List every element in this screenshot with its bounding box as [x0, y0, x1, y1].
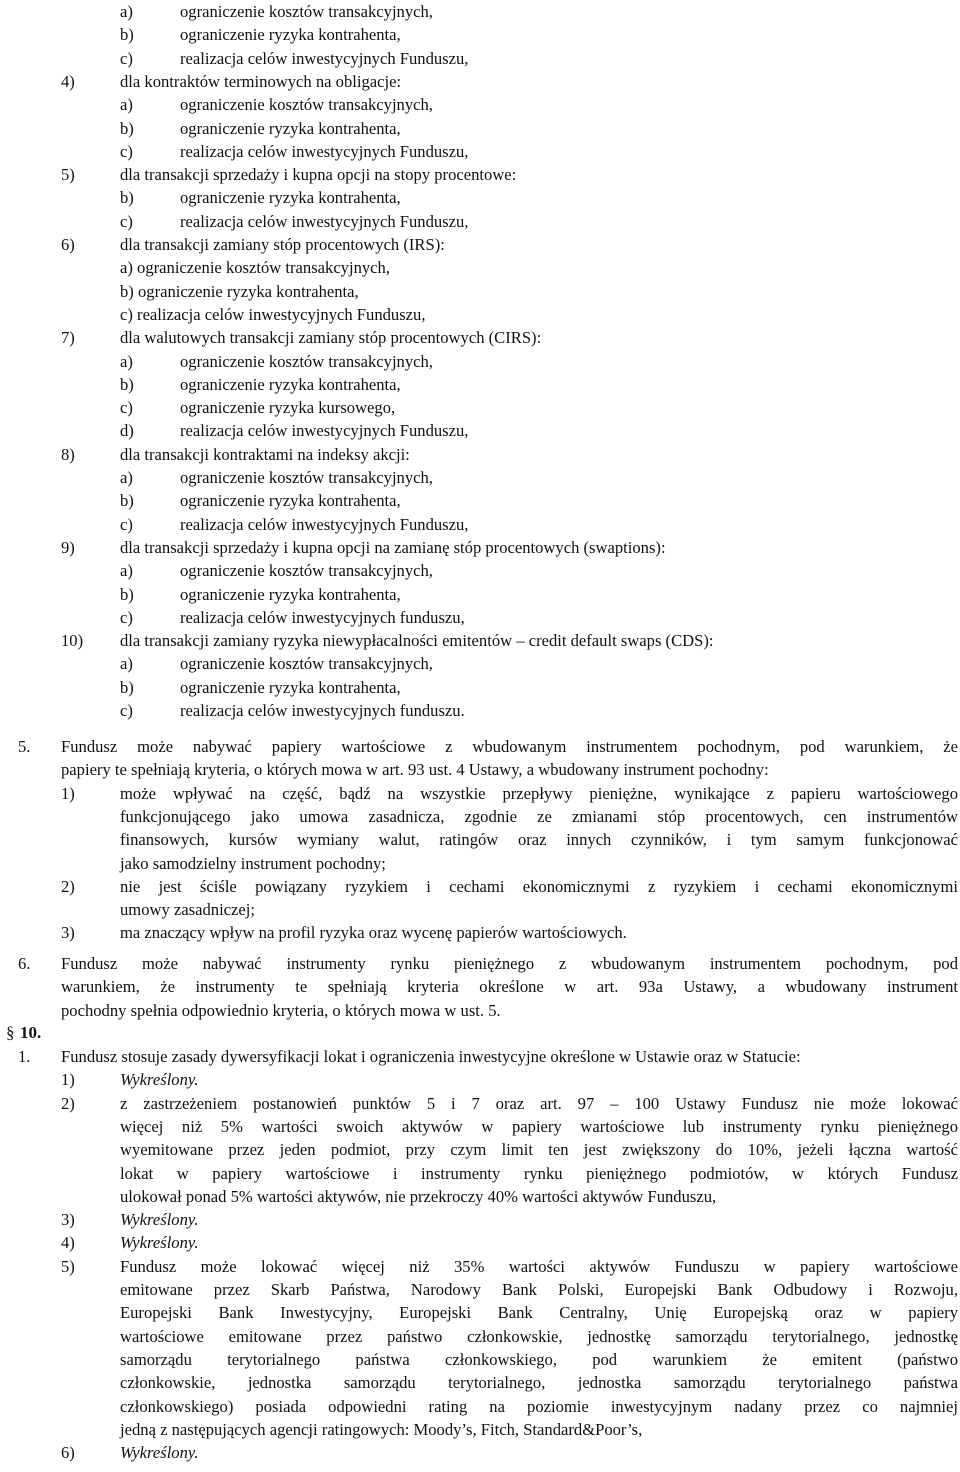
item-text: Europejski Bank Inwestycyjny, Europejski Bank Centralny, Unię Europejską oraz w papiery — [120, 1303, 958, 1323]
list-marker: b) — [120, 374, 134, 394]
item-marker: 2) — [61, 1093, 75, 1113]
item-marker: 1) — [61, 1070, 75, 1090]
list-marker: b) — [120, 584, 134, 604]
item-text: członkowskie, jednostka samorządu terytorialnego, jednostka samorządu terytorialnego państwa — [120, 1373, 958, 1393]
item-marker: 4) — [61, 1233, 75, 1253]
list-item: ograniczenie kosztów transakcyjnych, — [180, 351, 433, 371]
list-item: realizacja celów inwestycyjnych Funduszu, — [180, 141, 469, 161]
item-text: jedną z następujących agencji ratingowych: Moody’s, Fitch, Standard&Poor’s, — [120, 1419, 643, 1439]
paragraph-number: 6. — [18, 954, 31, 973]
list-item: a) ograniczenie kosztów transakcyjnych, — [120, 258, 390, 278]
item-text: z zastrzeżeniem postanowień punktów 5 i 7 oraz art. 97 – 100 Ustawy Fundusz nie może lokować — [120, 1093, 958, 1113]
item-marker: 3) — [61, 923, 75, 943]
paragraph-text: pochodny spełnia odpowiednio kryteria, o których mowa w ust. 5. — [61, 1000, 501, 1020]
list-marker: c) — [120, 141, 133, 161]
list-marker: c) — [120, 48, 133, 68]
list-marker: c) — [120, 701, 133, 720]
item-text: Wykreślony. — [120, 1443, 199, 1463]
list-item: realizacja celów inwestycyjnych funduszu. — [180, 701, 465, 720]
item-marker: 5) — [61, 1256, 75, 1276]
list-item: ograniczenie ryzyka kontrahenta, — [180, 677, 401, 697]
item-text: dla transakcji kontraktami na indeksy akcji: — [120, 444, 410, 464]
list-marker: a) — [120, 351, 133, 371]
item-text: finansowych, kursów wymiany walut, ratingów oraz innych czynników, i tym samym funkcjonować — [120, 830, 958, 850]
item-marker: 6) — [61, 235, 75, 254]
paragraph-text: Fundusz stosuje zasady dywersyfikacji lokat i ograniczenia inwestycyjne określone w Ustawie oraz w Statucie: — [61, 1047, 801, 1066]
paragraph-number: 1. — [18, 1047, 31, 1066]
item-text: może wpływać na część, bądź na wszystkie przepływy pieniężne, wynikające z papieru wartościowego — [120, 783, 958, 803]
item-marker: 7) — [61, 328, 75, 348]
item-text: ulokował ponad 5% wartości aktywów, nie przekroczy 40% wartości aktywów Funduszu, — [120, 1186, 717, 1206]
item-text: wyemitowane przez jeden podmiot, przy czym limit ten jest zwiększony do 10%, jeżeli łączna wartość — [120, 1140, 958, 1160]
paragraph-text: papiery te spełniają kryteria, o których mowa w art. 93 ust. 4 Ustawy, a wbudowany instrument pochodny: — [61, 760, 769, 780]
list-item: b) ograniczenie ryzyka kontrahenta, — [120, 281, 359, 301]
item-marker: 10) — [61, 631, 84, 651]
list-marker: b) — [120, 677, 134, 697]
item-text: ma znaczący wpływ na profil ryzyka oraz wycenę papierów wartościowych. — [120, 923, 627, 943]
item-text: Wykreślony. — [120, 1233, 199, 1253]
list-item: ograniczenie ryzyka kontrahenta, — [180, 118, 401, 138]
list-item: ograniczenie ryzyka kontrahenta, — [180, 584, 401, 604]
list-marker: b) — [120, 25, 134, 45]
list-item: c) realizacja celów inwestycyjnych Funduszu, — [120, 304, 426, 324]
list-item: realizacja celów inwestycyjnych Funduszu, — [180, 211, 469, 231]
item-text: wartościowe emitowane przez państwo członkowskie, jednostkę samorządu terytorialnego, jednostkę — [120, 1326, 958, 1346]
list-item: ograniczenie ryzyka kontrahenta, — [180, 491, 401, 511]
item-text: umowy zasadniczej; — [120, 900, 256, 920]
item-marker: 5) — [61, 165, 75, 185]
list-item: ograniczenie ryzyka kontrahenta, — [180, 25, 401, 45]
list-marker: a) — [120, 468, 133, 487]
item-text: Wykreślony. — [120, 1210, 199, 1230]
list-marker: b) — [120, 118, 134, 138]
item-marker: 6) — [61, 1443, 75, 1463]
item-text: więcej niż 5% wartości swoich aktywów w papiery wartościowe lub instrumenty rynku pieniężnego — [120, 1116, 958, 1136]
item-marker: 1) — [61, 783, 75, 803]
item-text: emitowane przez Skarb Państwa, Narodowy Bank Polski, Europejski Bank Odbudowy i Rozwoju, — [120, 1280, 958, 1299]
item-text: dla transakcji sprzedaży i kupna opcji na zamianę stóp procentowych (swaptions): — [120, 537, 666, 557]
item-marker: 9) — [61, 537, 75, 557]
item-marker: 2) — [61, 876, 75, 896]
list-marker: a) — [120, 2, 133, 21]
list-item: ograniczenie ryzyka kontrahenta, — [180, 374, 401, 394]
list-marker: c) — [120, 514, 133, 534]
list-item: ograniczenie ryzyka kursowego, — [180, 398, 396, 418]
list-item: ograniczenie kosztów transakcyjnych, — [180, 468, 433, 487]
list-marker: a) — [120, 561, 133, 581]
paragraph-text: Fundusz może nabywać instrumenty rynku pieniężnego z wbudowanym instrumentem pochodnym, pod — [61, 954, 958, 973]
item-text: nie jest ściśle powiązany ryzykiem i cechami ekonomicznymi z ryzykiem i cechami ekonomicznymi — [120, 876, 958, 896]
item-text: dla transakcji zamiany ryzyka niewypłacalności emitentów – credit default swaps (CDS): — [120, 631, 714, 651]
list-item: realizacja celów inwestycyjnych Funduszu, — [180, 514, 469, 534]
item-text: lokat w papiery wartościowe i instrumenty rynku pieniężnego podmiotów, w których Fundusz — [120, 1163, 958, 1183]
item-marker: 3) — [61, 1210, 75, 1230]
list-marker: a) — [120, 95, 133, 115]
item-text: dla walutowych transakcji zamiany stóp procentowych (CIRS): — [120, 328, 542, 348]
item-text: dla kontraktów terminowych na obligacje: — [120, 71, 402, 91]
list-item: ograniczenie kosztów transakcyjnych, — [180, 2, 433, 21]
item-text: dla transakcji sprzedaży i kupna opcji na stopy procentowe: — [120, 165, 517, 185]
item-text: funkcjonującego jako umowa zasadnicza, zgodnie ze zmianami stóp procentowych, cen instrumentów — [120, 806, 958, 826]
item-text: samorządu terytorialnego państwa członkowskiego, pod warunkiem że emitent (państwo — [120, 1349, 958, 1369]
list-marker: d) — [120, 421, 134, 441]
item-text: dla transakcji zamiany stóp procentowych (IRS): — [120, 235, 445, 254]
section-heading: § 10. — [20, 1021, 41, 1044]
item-text: Wykreślony. — [120, 1070, 199, 1090]
list-item: ograniczenie kosztów transakcyjnych, — [180, 654, 433, 674]
paragraph-number: 5. — [18, 737, 31, 756]
list-marker: c) — [120, 607, 133, 627]
list-item: ograniczenie kosztów transakcyjnych, — [180, 561, 433, 581]
list-marker: b) — [120, 491, 134, 511]
paragraph-text: Fundusz może nabywać papiery wartościowe z wbudowanym instrumentem pochodnym, pod warunkiem, że — [61, 737, 958, 756]
item-text: członkowskiego) posiada odpowiedni rating na poziomie inwestycyjnym nadany przez co najmniej — [120, 1396, 958, 1416]
item-text: jako samodzielny instrument pochodny; — [120, 853, 386, 873]
list-marker: a) — [120, 654, 133, 674]
item-marker: 8) — [61, 444, 75, 464]
list-marker: c) — [120, 398, 133, 418]
list-marker: c) — [120, 211, 133, 231]
list-item: realizacja celów inwestycyjnych Funduszu, — [180, 421, 469, 441]
item-text: Fundusz może lokować więcej niż 35% wartości aktywów Funduszu w papiery wartościowe — [120, 1256, 958, 1276]
list-item: ograniczenie kosztów transakcyjnych, — [180, 95, 433, 115]
item-marker: 4) — [61, 71, 75, 91]
list-item: realizacja celów inwestycyjnych funduszu, — [180, 607, 465, 627]
list-item: realizacja celów inwestycyjnych Funduszu, — [180, 48, 469, 68]
list-item: ograniczenie ryzyka kontrahenta, — [180, 188, 401, 208]
list-marker: b) — [120, 188, 134, 208]
paragraph-text: warunkiem, że instrumenty te spełniają kryteria określone w art. 93a Ustawy, a wbudowany instrument — [61, 977, 958, 997]
